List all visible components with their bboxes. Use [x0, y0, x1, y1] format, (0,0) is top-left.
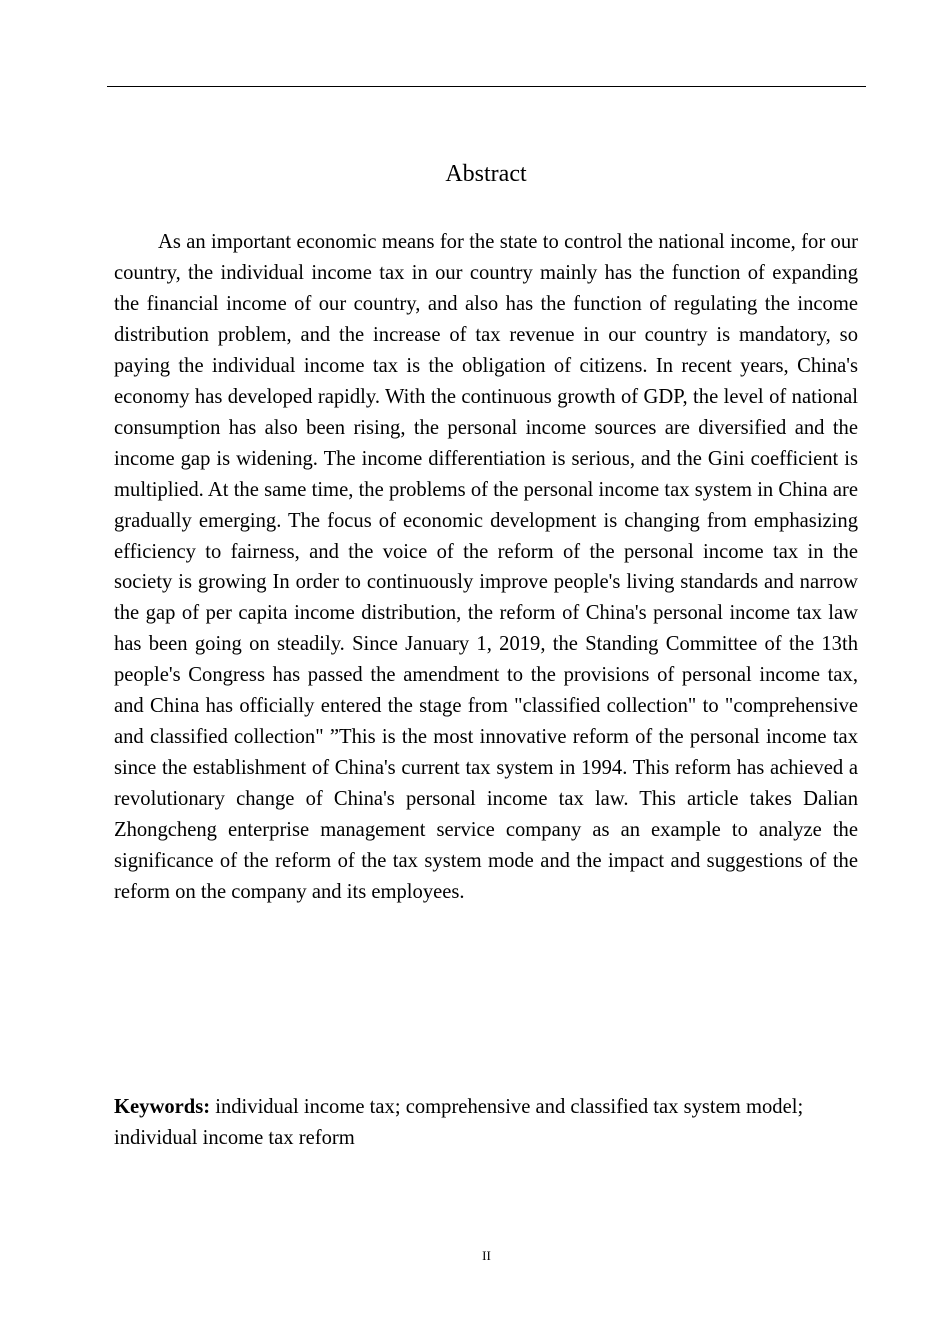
keywords-label: Keywords: — [114, 1096, 211, 1118]
abstract-body: As an important economic means for the state to control the national income, for our country, the individual income tax in our country mainly has the function of expanding the financial income of our country, and also has the function of regulating the income distribution problem, and the increase of tax revenue in our country is mandatory, so paying the individual income tax is the obligation of citizens. In recent years, China's economy has developed rapidly. With the continuous growth of GDP, the level of national consumption has also been rising, the personal income sources are diversified and the income gap is widening. The income differentiation is serious, and the Gini coefficient is multiplied. At the same time, the problems of the personal income tax system in China are gradually emerging. The focus of economic development is changing from emphasizing efficiency to fairness, and the voice of the reform of the personal income tax in the society is growing In order to continuously improve people's living standards and narrow the gap of per capita income distribution, the reform of China's personal income tax law has been going on steadily. Since January 1, 2019, the Standing Committee of the 13th people's Congress has passed the amendment to the provisions of personal income tax, and China has officially entered the stage from "classified collection" to "comprehensive and classified collection" ”This is the most innovative reform of the personal income tax since the establishment of China's current tax system in 1994. This reform has achieved a revolutionary change of China's personal income tax law. This article takes Dalian Zhongcheng enterprise management service company as an example to analyze the significance of the reform of the tax system mode and the impact and suggestions of the reform on the company and its employees. — [114, 231, 858, 904]
keywords-paragraph — [114, 1092, 814, 1154]
header-rule — [107, 86, 866, 87]
abstract-title: Abstract — [445, 161, 527, 187]
page-number: II — [482, 1248, 491, 1263]
keywords-list: individual income tax; comprehensive and classified tax system model; individual income tax reform — [114, 1096, 804, 1149]
